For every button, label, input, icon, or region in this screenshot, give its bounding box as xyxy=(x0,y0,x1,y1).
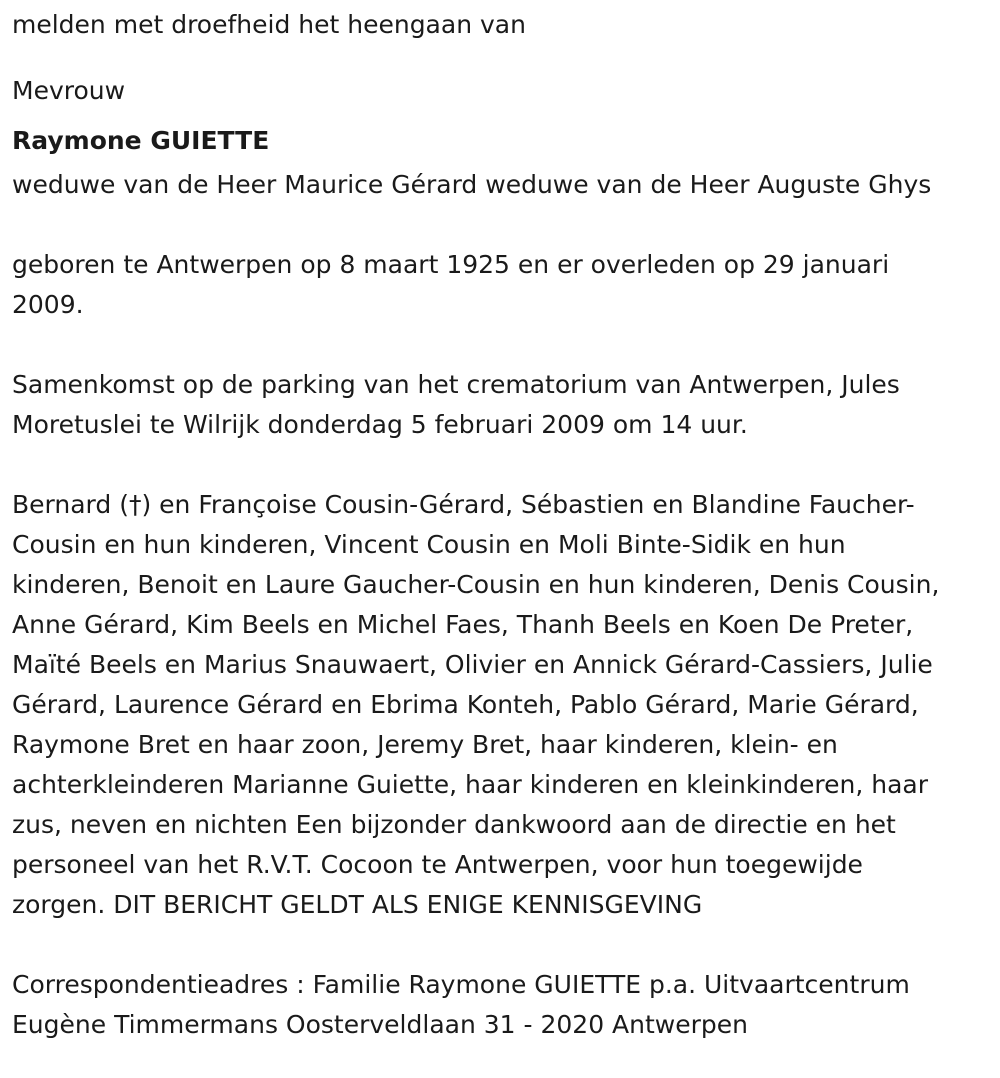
family-line: Anne Gérard, Kim Beels en Michel Faes, Thanh Beels en Koen De Preter, xyxy=(12,610,914,639)
family-paragraph xyxy=(12,485,988,925)
intro-text: melden met droefheid het heengaan van xyxy=(12,10,526,39)
family-line: Raymone Bret en haar zoon, Jeremy Bret, haar kinderen, klein- en xyxy=(12,730,838,759)
family-line: Gérard, Laurence Gérard en Ebrima Konteh, Pablo Gérard, Marie Gérard, xyxy=(12,690,919,719)
widow-of-text: weduwe van de Heer Maurice Gérard weduwe van de Heer Auguste Ghys xyxy=(12,170,932,199)
gathering-line: Samenkomst op de parking van het crematorium van Antwerpen, Jules xyxy=(12,370,900,399)
birth-death-line: geboren te Antwerpen op 8 maart 1925 en er overleden op 29 januari xyxy=(12,250,890,279)
family-line: zorgen. DIT BERICHT GELDT ALS ENIGE KENNISGEVING xyxy=(12,890,703,919)
salutation: Mevrouw xyxy=(12,76,126,105)
family-line: kinderen, Benoit en Laure Gaucher-Cousin en hun kinderen, Denis Cousin, xyxy=(12,570,940,599)
spacer xyxy=(12,925,988,965)
spacer xyxy=(12,445,988,485)
family-line: Bernard (†) en Françoise Cousin-Gérard, Sébastien en Blandine Faucher- xyxy=(12,490,915,519)
correspondence-paragraph xyxy=(12,965,988,1045)
gathering-line: Moretuslei te Wilrijk donderdag 5 februari 2009 om 14 uur. xyxy=(12,410,748,439)
family-line: Cousin en hun kinderen, Vincent Cousin en Moli Binte-Sidik en hun xyxy=(12,530,846,559)
spacer xyxy=(12,325,988,365)
correspondence-line: Correspondentieadres : Familie Raymone GUIETTE p.a. Uitvaartcentrum xyxy=(12,970,910,999)
birth-death-line: 2009. xyxy=(12,290,84,319)
deceased-name: Raymone GUIETTE xyxy=(12,126,270,155)
family-line: personeel van het R.V.T. Cocoon te Antwerpen, voor hun toegewijde xyxy=(12,850,863,879)
family-line: zus, neven en nichten Een bijzonder dankwoord aan de directie en het xyxy=(12,810,896,839)
family-line: achterkleinderen Marianne Guiette, haar kinderen en kleinkinderen, haar xyxy=(12,770,929,799)
correspondence-line: Eugène Timmermans Oosterveldlaan 31 - 2020 Antwerpen xyxy=(12,1010,748,1039)
spacer xyxy=(12,205,988,245)
gathering-paragraph xyxy=(12,365,988,445)
birth-death-paragraph xyxy=(12,245,988,325)
family-line: Maïté Beels en Marius Snauwaert, Olivier en Annick Gérard-Cassiers, Julie xyxy=(12,650,933,679)
